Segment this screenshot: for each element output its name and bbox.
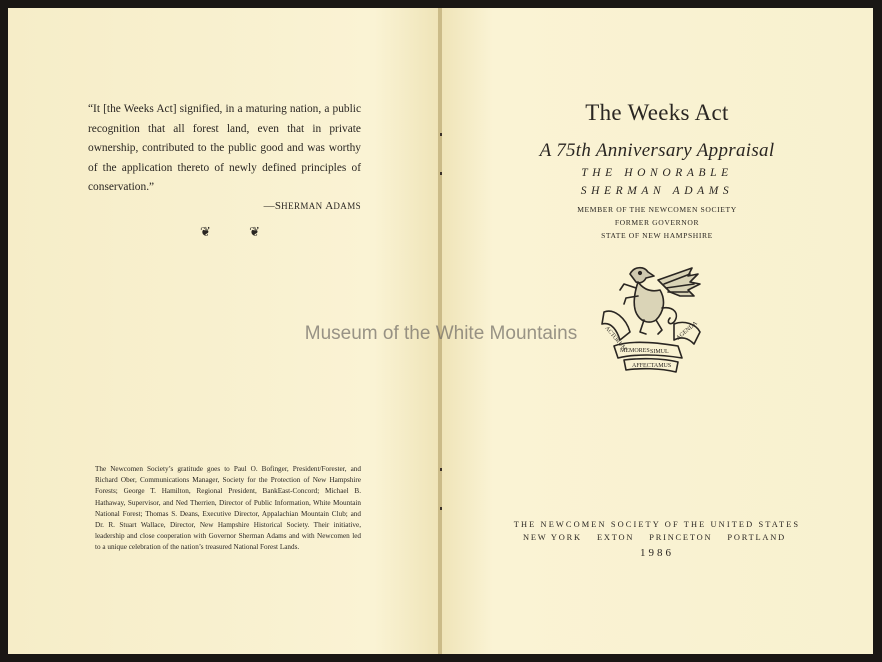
attribution-dash: — xyxy=(263,200,275,212)
emblem-word: ACTORUM xyxy=(603,325,628,353)
attribution-initial2: A xyxy=(325,200,334,212)
gutter-binding-mark xyxy=(440,507,442,510)
author-honorific: THE HONORABLE xyxy=(581,167,733,179)
fleuron-icon: ❦ xyxy=(249,224,260,239)
emblem-word: AFFECTAMUS xyxy=(632,363,672,369)
publisher-name: THE NEWCOMEN SOCIETY OF THE UNITED STATES xyxy=(513,520,801,529)
book-title: The Weeks Act xyxy=(585,100,729,125)
author-name: SHERMAN ADAMS xyxy=(580,185,734,197)
emblem-word: SIMUL xyxy=(650,349,669,355)
publisher-cities xyxy=(523,533,786,542)
acknowledgement-text: The Newcomen Society’s gratitude goes to Paul O. Bofinger, President/Forester, and Richard Ober, Communications Manager, Society for the Protection of New Hampshire Forests; George T. Hamilton, Regional President, BankEast-Concord; Michael B. Hathaway, Supervisor, and Ned Therrien, Director of Public Information, White Mountain National Forest; Thomas S. Deans, Executive Director, Appalachian Mountain Club; and Dr. R. Stuart Wallace, Director, New Hampshire Historical Society. Their initiative, leadership and close cooperation with Governor Sherman Adams and with Newcomen led to a unique celebration of the nation’s treasured National Forest Lands. xyxy=(95,465,361,552)
attribution-rest2: DAMS xyxy=(333,201,361,211)
author-affiliation: MEMBER OF THE NEWCOMEN SOCIETY xyxy=(577,205,737,214)
city-label: NEW YORK xyxy=(523,533,582,542)
author-former-title: FORMER GOVERNOR xyxy=(614,218,700,227)
attribution-initial: S xyxy=(274,200,282,212)
attribution-rest: HERMAN xyxy=(281,201,326,211)
emblem-word: MEMORES xyxy=(620,348,650,354)
book-subtitle: A 75th Anniversary Appraisal xyxy=(539,140,775,161)
city-label: PORTLAND xyxy=(727,533,786,542)
museum-watermark: Museum of the White Mountains xyxy=(304,323,578,344)
fleuron-ornaments xyxy=(200,224,260,240)
city-label: PRINCETON xyxy=(649,533,713,542)
author-state: STATE OF NEW HAMPSHIRE xyxy=(601,231,713,240)
city-label: EXTON xyxy=(596,533,635,542)
quote-attribution xyxy=(200,200,361,212)
fleuron-icon: ❦ xyxy=(200,224,211,239)
newcomen-griffin-emblem-icon xyxy=(600,262,704,376)
epigraph-quote: “It [the Weeks Act] signified, in a maturing nation, a public recognition that all forest land, even that in private ownership, contributed to the public good and was worthy of the application thereto of newly defined principles of conservation.” xyxy=(88,103,361,194)
gutter-binding-mark xyxy=(440,133,442,136)
gutter-binding-mark xyxy=(440,468,442,471)
publication-year: 1986 xyxy=(640,547,674,559)
emblem-word: AGENDA xyxy=(675,320,699,342)
